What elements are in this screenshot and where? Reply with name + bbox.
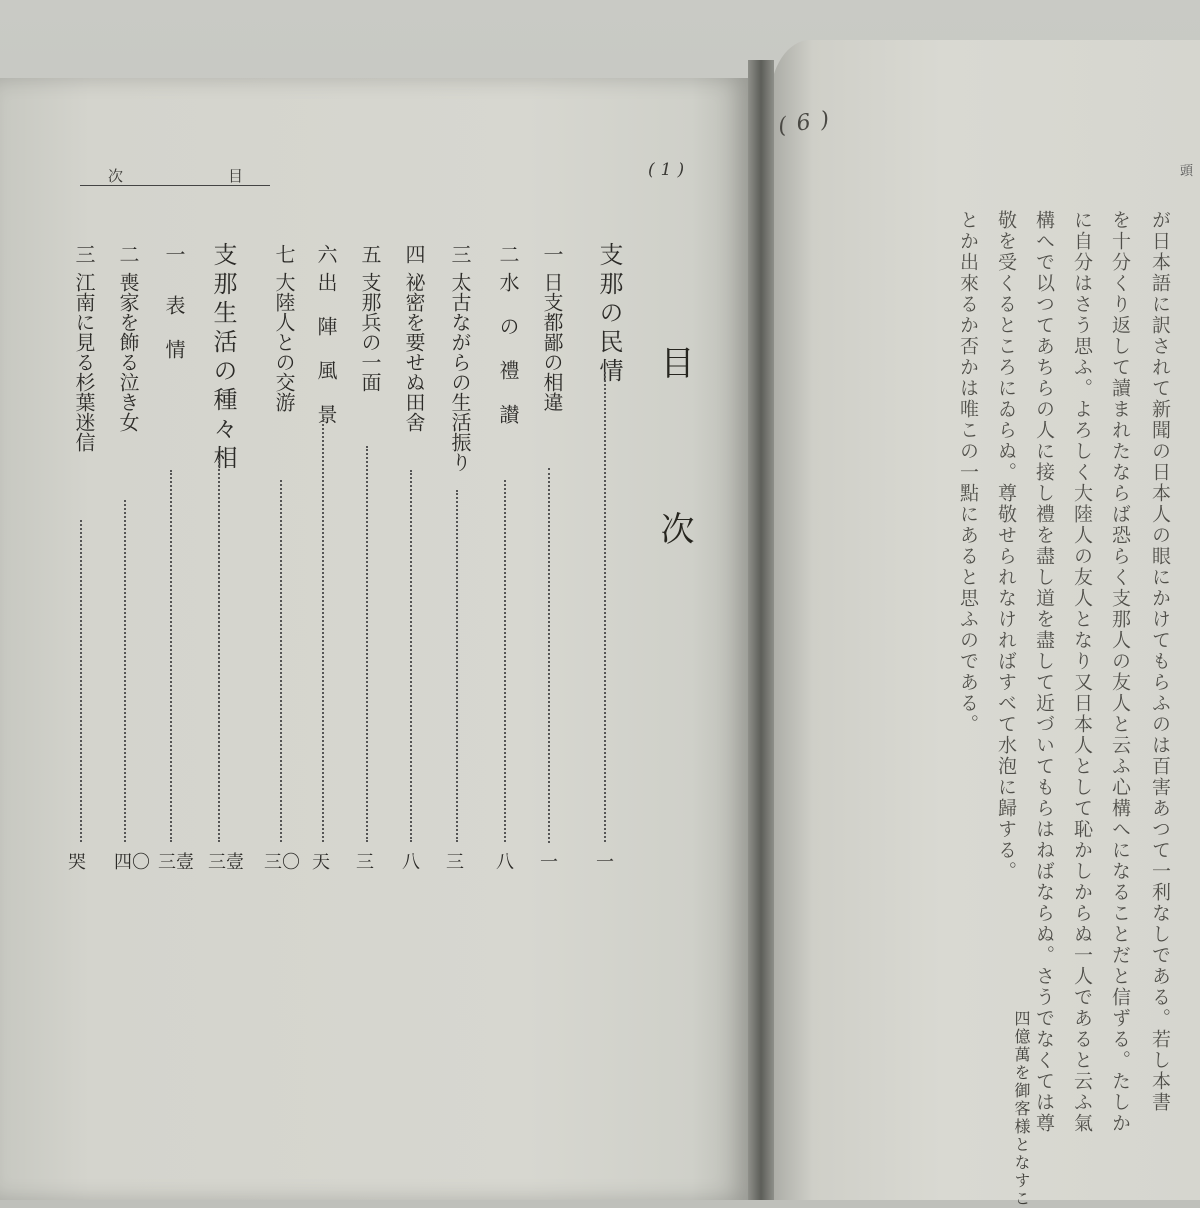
chapter-number: 三 [448, 244, 472, 264]
body-text-line: とか出來るか否かは唯この一點にあると思ふのである。 [957, 210, 979, 735]
leader-dots [548, 468, 550, 843]
chapter-title: 出 陣 風 景 [314, 272, 338, 424]
page-ref: 四〇 [114, 852, 150, 873]
chapter-number: 三 [72, 244, 96, 264]
chapter-title: 祕密を要せぬ田舍 [402, 272, 426, 432]
body-text-fragment: 四億萬を御客様となすこ [1012, 1010, 1031, 1208]
toc-title: 目次 [654, 345, 694, 677]
chapter-number: 六 [314, 244, 338, 264]
chapter-title: 水 の 禮 讃 [496, 272, 520, 424]
part-heading: 支那生活の種々相 [209, 242, 237, 474]
chapter-number: 四 [402, 244, 426, 264]
body-text-line: が日本語に訳されて新聞の日本人の眼にかけてもらふのは百害あつて一利なしである。若し本書 [1149, 210, 1171, 1113]
leader-dots [456, 490, 458, 842]
right-page-number: (6) [776, 105, 841, 140]
chapter-number: 五 [358, 244, 382, 264]
page-ref: 三壹 [158, 852, 194, 873]
page-ref: 一 [596, 852, 614, 873]
page-ref: 三壹 [208, 852, 244, 873]
page-ref: 一 [540, 852, 558, 873]
chapter-title: 支那兵の一面 [358, 272, 382, 392]
page-ref: 三〇 [264, 852, 300, 873]
running-header-char: 頭 [1180, 164, 1194, 179]
body-text-line: を十分くり返して讀まれたならば恐らく支那人の友人と云ふ心構へになることだと信ずる。たしか [1109, 210, 1131, 1134]
leader-dots [604, 372, 606, 842]
body-text-line: 敬を受くるところにゐらぬ。尊敬せられなければすべて水泡に歸する。 [995, 210, 1017, 882]
page-ref: 三 [356, 852, 374, 873]
chapter-title: 日支都鄙の相違 [540, 272, 564, 412]
page-ref: 八 [496, 852, 514, 873]
page-number: (1) [648, 160, 691, 180]
chapter-title: 太古ながらの生活振り [448, 272, 472, 472]
page-ref: 八 [402, 852, 420, 873]
chapter-title: 喪家を飾る泣き女 [116, 272, 140, 432]
chapter-title: 江南に見る杉葉迷信 [72, 272, 96, 452]
leader-dots [124, 500, 126, 842]
part-heading: 支那の民情 [595, 242, 623, 387]
leader-dots [322, 420, 324, 842]
chapter-number: 二 [116, 244, 140, 264]
chapter-number: 七 [272, 244, 296, 264]
leader-dots [410, 470, 412, 842]
leader-dots [170, 470, 172, 842]
leader-dots [218, 458, 220, 842]
leader-dots [80, 520, 82, 842]
page-ref: 天 [312, 852, 330, 873]
leader-dots [366, 446, 368, 842]
running-header-char: 次 [108, 167, 124, 185]
page-ref: 三 [446, 852, 464, 873]
book-gutter [748, 60, 774, 1200]
page-ref: 哭 [68, 852, 86, 873]
body-text-line: に自分はさう思ふ。よろしく大陸人の友人となり又日本人として恥かしからぬ一人であると云ふ氣 [1071, 210, 1093, 1134]
chapter-title: 表 情 [162, 295, 186, 359]
running-header-char: 目 [228, 167, 244, 185]
chapter-number: 一 [540, 244, 564, 264]
body-text-line: 構へで以つてあちらの人に接し禮を盡し道を盡して近づいてもらはねばならぬ。さうでなくては尊 [1033, 210, 1055, 1134]
leader-dots [280, 480, 282, 842]
leader-dots [504, 480, 506, 842]
right-page [770, 40, 1200, 1200]
chapter-number: 二 [496, 244, 520, 264]
chapter-title: 大陸人との交游 [272, 272, 296, 412]
chapter-number: 一 [162, 244, 186, 264]
